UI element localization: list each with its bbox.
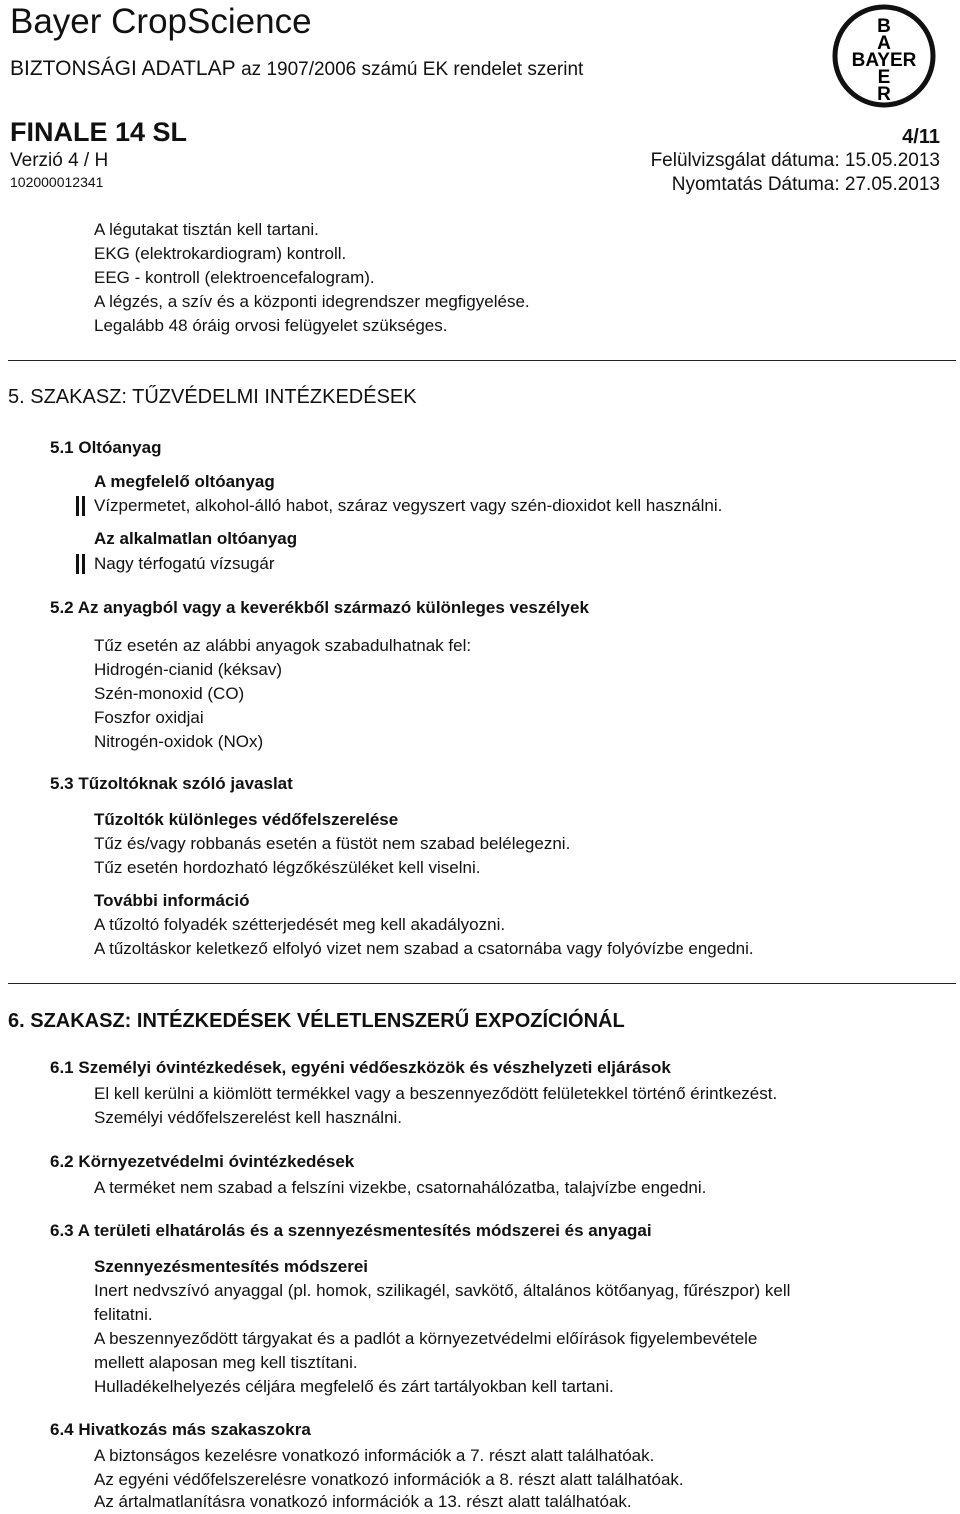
unsuitable-media-text: Nagy térfogatú vízsugár [94, 554, 275, 573]
info-line: A tűzoltáskor keletkező elfolyó vizet nem szabad a csatornába vagy folyóvízbe engedni. [94, 939, 754, 958]
hazard-line: Hidrogén-cianid (kéksav) [94, 660, 283, 679]
decontamination-heading: Szennyezésmentesítés módszerei [94, 1257, 369, 1276]
suitable-media-heading: A megfelelő oltóanyag [94, 472, 275, 491]
subsection-5-1-title: 5.1 Oltóanyag [50, 438, 162, 457]
hazard-line: Szén-monoxid (CO) [94, 684, 245, 703]
intro-line: A légutakat tisztán kell tartani. [94, 220, 319, 239]
svg-text:R: R [877, 84, 891, 105]
document-type: BIZTONSÁGI ADATLAP [10, 57, 236, 80]
info-line: A tűzoltó folyadék szétterjedését meg kell akadályozni. [94, 915, 506, 934]
section-divider [8, 983, 956, 984]
hazard-line: Nitrogén-oxidok (NOx) [94, 732, 264, 751]
svg-text:E: E [877, 67, 891, 88]
revision-bar-marker [76, 554, 85, 574]
precaution-line: El kell kerülni a kiömlött termékkel vagy a beszennyeződött felületekkel történő érintkezést. [94, 1084, 778, 1103]
document-subtitle [10, 57, 583, 81]
environmental-line: A terméket nem szabad a felszíni vizekbe, csatornahálózatba, talajvízbe engedni. [94, 1178, 707, 1197]
svg-text:A: A [877, 33, 891, 54]
subsection-6-3-title: 6.3 A területi elhatárolás és a szennyezésmentesítés módszerei és anyagai [50, 1221, 652, 1240]
reference-line: Az ártalmatlanításra vonatkozó információk a 13. részt alatt találhatóak. [94, 1492, 632, 1511]
decontamination-line: Hulladékelhelyezés céljára megfelelő és zárt tartályokban kell tartani. [94, 1377, 614, 1396]
decontamination-line: mellett alaposan meg kell tisztítani. [94, 1353, 358, 1372]
intro-line: EEG - kontroll (elektroencefalogram). [94, 268, 375, 287]
subsection-5-2-title: 5.2 Az anyagból vagy a keverékből származó különleges veszélyek [50, 598, 589, 617]
intro-line: A légzés, a szív és a központi idegrendszer megfigyelése. [94, 292, 530, 311]
print-date: Nyomtatás Dátuma: 27.05.2013 [671, 174, 940, 195]
equipment-line: Tűz és/vagy robbanás esetén a füstöt nem szabad belélegezni. [94, 834, 571, 853]
section-divider [8, 360, 956, 361]
subsection-5-3-title: 5.3 Tűzoltóknak szóló javaslat [50, 774, 293, 793]
svg-text:BAYER: BAYER [851, 50, 917, 71]
hazard-line: Foszfor oxidjai [94, 708, 204, 727]
subsection-6-1-title: 6.1 Személyi óvintézkedések, egyéni védőeszközök és vészhelyzeti eljárások [50, 1058, 671, 1077]
section-6-title: 6. SZAKASZ: INTÉZKEDÉSEK VÉLETLENSZERŰ EXPOZÍCIÓNÁL [8, 1010, 625, 1032]
subsection-6-4-title: 6.4 Hivatkozás más szakaszokra [50, 1420, 311, 1439]
svg-text:B: B [877, 16, 891, 37]
page-number: 4/11 [902, 126, 940, 148]
unsuitable-media-heading: Az alkalmatlan oltóanyag [94, 529, 298, 548]
product-name: FINALE 14 SL [10, 117, 188, 147]
section-5-title: 5. SZAKASZ: TŰZVÉDELMI INTÉZKEDÉSEK [8, 386, 417, 408]
regulation-reference: az 1907/2006 számú EK rendelet szerint [241, 59, 584, 80]
decontamination-line: Inert nedvszívó anyaggal (pl. homok, szilikagél, savkötő, általános kötőanyag, fűrészpor) kell [94, 1281, 791, 1300]
subsection-6-2-title: 6.2 Környezetvédelmi óvintézkedések [50, 1152, 355, 1171]
reference-line: A biztonságos kezelésre vonatkozó információk a 7. részt alatt találhatóak. [94, 1446, 655, 1465]
equipment-line: Tűz esetén hordozható légzőkészüléket kell viselni. [94, 858, 481, 877]
intro-line: EKG (elektrokardiogram) kontroll. [94, 244, 347, 263]
reference-line: Az egyéni védőfelszerelésre vonatkozó információk a 8. részt alatt találhatóak. [94, 1470, 684, 1489]
version-label: Verzió 4 / H [10, 150, 109, 171]
bayer-cross-logo [830, 2, 938, 110]
brand-name: Bayer CropScience [10, 2, 312, 41]
decontamination-line: felitatni. [94, 1305, 153, 1324]
precaution-line: Személyi védőfelszerelést kell használni. [94, 1108, 403, 1127]
suitable-media-text: Vízpermetet, alkohol-álló habot, száraz vegyszert vagy szén-dioxidot kell használni. [94, 496, 723, 515]
revision-date: Felülvizsgálat dátuma: 15.05.2013 [650, 150, 940, 171]
further-info-heading: További információ [94, 891, 250, 910]
hazard-line: Tűz esetén az alábbi anyagok szabadulhatnak fel: [94, 636, 472, 655]
intro-line: Legalább 48 óráig orvosi felügyelet szükséges. [94, 316, 448, 335]
revision-bar-marker [76, 496, 85, 516]
product-code: 102000012341 [10, 174, 104, 190]
decontamination-line: A beszennyeződött tárgyakat és a padlót a környezetvédelmi előírások figyelembevétele [94, 1329, 758, 1348]
firefighter-equipment-heading: Tűzoltók különleges védőfelszerelése [94, 810, 399, 829]
